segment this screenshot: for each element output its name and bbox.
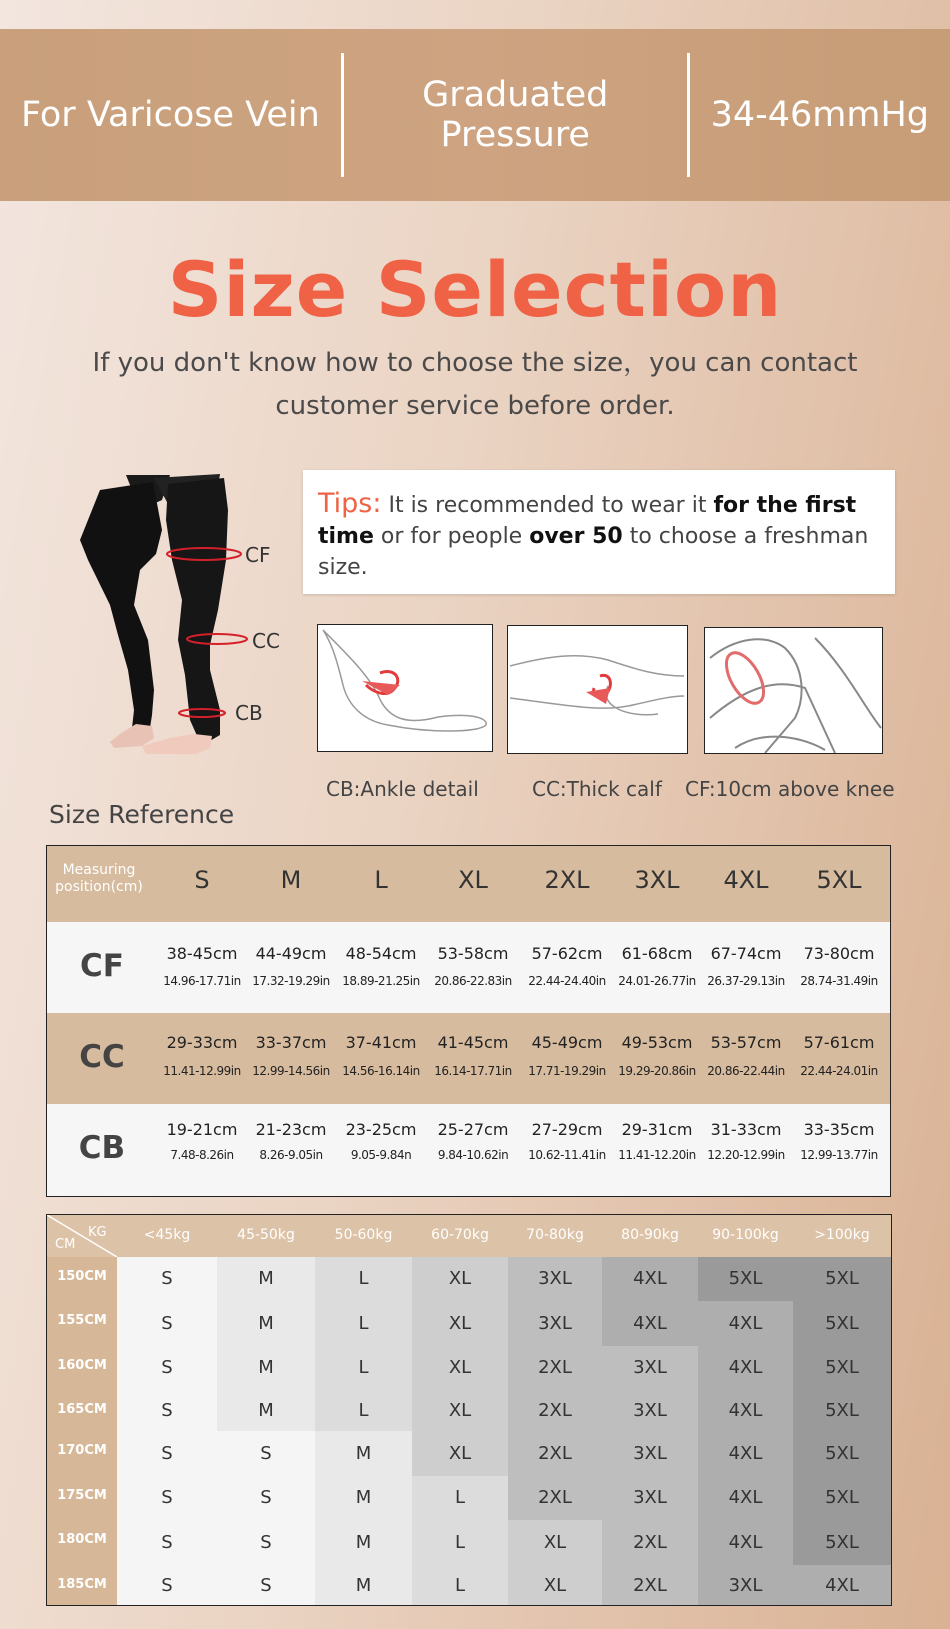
tips-text-3: to choose a freshman size. xyxy=(318,524,869,580)
in-value: 11.41-12.20in xyxy=(618,1148,696,1162)
in-value: 12.99-14.56in xyxy=(252,1064,330,1078)
cm-value: 53-57cm xyxy=(710,1033,782,1052)
size-cell: 2XL xyxy=(602,1565,698,1606)
in-value: 11.41-12.99in xyxy=(163,1064,241,1078)
row-label: CB xyxy=(78,1130,126,1166)
in-value: 26.37-29.13in xyxy=(707,974,785,988)
tips-bold-1: for the first time xyxy=(318,493,857,549)
size-cell: 5XL xyxy=(793,1390,891,1431)
size-cell: S xyxy=(217,1476,315,1520)
size-header: L xyxy=(374,866,388,894)
in-value: 24.01-26.77in xyxy=(618,974,696,988)
size-cell: 3XL xyxy=(602,1431,698,1476)
in-value: 19.29-20.86in xyxy=(618,1064,696,1078)
right-leg-stocking xyxy=(166,478,228,742)
banner-varicose: For Varicose Vein xyxy=(21,95,320,135)
cm-value: 19-21cm xyxy=(166,1120,238,1139)
cm-value: 41-45cm xyxy=(437,1033,509,1052)
size-cell: 4XL xyxy=(793,1565,891,1606)
cm-value: 38-45cm xyxy=(166,944,238,963)
size-cell: 2XL xyxy=(508,1346,602,1390)
height-label: 165CM xyxy=(57,1402,107,1417)
weight-header: >100kg xyxy=(814,1227,870,1243)
corner-kg-label: KG xyxy=(88,1225,107,1240)
size-reference-table xyxy=(46,845,891,1197)
cm-value: 23-25cm xyxy=(345,1120,417,1139)
weight-header: <45kg xyxy=(143,1227,191,1243)
in-value: 14.56-16.14in xyxy=(342,1064,420,1078)
size-cell: XL xyxy=(412,1301,508,1346)
cm-value: 27-29cm xyxy=(531,1120,603,1139)
size-cell: XL xyxy=(412,1257,508,1301)
left-toes xyxy=(110,724,154,748)
size-row-cb xyxy=(47,1104,890,1196)
cm-value: 33-37cm xyxy=(255,1033,327,1052)
weight-header: 60-70kg xyxy=(431,1227,489,1243)
size-row-cc xyxy=(47,1013,890,1104)
size-cell: S xyxy=(217,1431,315,1476)
cm-value: 44-49cm xyxy=(255,944,327,963)
height-label: 180CM xyxy=(57,1532,107,1547)
thick-calf-image xyxy=(507,625,688,754)
size-cell: M xyxy=(217,1390,315,1431)
cm-value: 48-54cm xyxy=(345,944,417,963)
size-header: 2XL xyxy=(544,866,590,894)
page-title: Size Selection xyxy=(167,245,783,334)
size-cell: 2XL xyxy=(508,1390,602,1431)
weight-header: 70-80kg xyxy=(526,1227,584,1243)
weight-header: 50-60kg xyxy=(334,1227,393,1243)
weight-header: 80-90kg xyxy=(621,1227,679,1243)
in-value: 8.26-9.05in xyxy=(259,1148,323,1162)
size-cell: 2XL xyxy=(602,1520,698,1565)
table-corner xyxy=(47,1215,117,1257)
size-cell: 3XL xyxy=(602,1390,698,1431)
size-cell: S xyxy=(117,1431,217,1476)
size-header-row xyxy=(47,846,890,922)
size-cell: L xyxy=(315,1346,412,1390)
size-header: 4XL xyxy=(723,866,769,894)
label-cb: CB xyxy=(235,701,263,725)
feature-banner xyxy=(0,29,950,201)
size-cell: 4XL xyxy=(698,1431,793,1476)
caption-ankle: CB:Ankle detail xyxy=(326,777,479,801)
label-cf: CF xyxy=(245,543,271,567)
size-header: 3XL xyxy=(634,866,680,894)
in-value: 10.62-11.41in xyxy=(528,1148,606,1162)
size-header: 5XL xyxy=(816,866,862,894)
size-cell: L xyxy=(412,1476,508,1520)
size-reference-title: Size Reference xyxy=(49,800,235,829)
size-header: S xyxy=(194,866,210,894)
in-value: 28.74-31.49in xyxy=(800,974,878,988)
measuring-label-line-2: position(cm) xyxy=(55,879,143,895)
height-label: 155CM xyxy=(57,1313,107,1328)
in-value: 9.84-10.62in xyxy=(437,1148,509,1162)
in-value: 16.14-17.71in xyxy=(434,1064,512,1078)
cm-value: 21-23cm xyxy=(255,1120,327,1139)
cm-value: 29-33cm xyxy=(166,1033,238,1052)
height-label: 160CM xyxy=(57,1358,107,1373)
size-cell: 5XL xyxy=(793,1520,891,1565)
tips-text-2: or for people xyxy=(373,524,530,549)
size-cell: L xyxy=(315,1301,412,1346)
size-cell: 4XL xyxy=(698,1390,793,1431)
size-cell: XL xyxy=(412,1346,508,1390)
size-cell: M xyxy=(217,1301,315,1346)
ankle-detail-image xyxy=(317,624,493,752)
caption-knee: CF:10cm above knee xyxy=(685,777,895,801)
size-cell: S xyxy=(117,1301,217,1346)
cm-value: 67-74cm xyxy=(710,944,782,963)
size-cell: L xyxy=(315,1257,412,1301)
in-value: 14.96-17.71in xyxy=(163,974,241,988)
size-cell: 3XL xyxy=(698,1565,793,1606)
in-value: 18.89-21.25in xyxy=(342,974,420,988)
size-cell: L xyxy=(412,1520,508,1565)
size-cell: 2XL xyxy=(508,1431,602,1476)
tips-box xyxy=(303,470,895,594)
size-cell: L xyxy=(315,1390,412,1431)
size-cell: XL xyxy=(508,1565,602,1606)
subtitle-line-2: customer service before order. xyxy=(275,391,675,421)
size-cell: 4XL xyxy=(602,1301,698,1346)
size-cell: 3XL xyxy=(508,1257,602,1301)
cm-value: 73-80cm xyxy=(803,944,875,963)
weight-header: 45-50kg xyxy=(237,1227,295,1243)
size-row-cf xyxy=(47,922,890,1013)
height-weight-table xyxy=(46,1214,892,1606)
size-cell: 2XL xyxy=(508,1476,602,1520)
cm-value: 57-62cm xyxy=(531,944,603,963)
size-cell: XL xyxy=(412,1431,508,1476)
measuring-label-line-1: Measuring xyxy=(62,862,136,878)
size-cell: XL xyxy=(412,1390,508,1431)
size-cell: 4XL xyxy=(698,1346,793,1390)
size-cell: S xyxy=(117,1346,217,1390)
in-value: 20.86-22.44in xyxy=(707,1064,785,1078)
cm-value: 33-35cm xyxy=(803,1120,875,1139)
size-cell: L xyxy=(412,1565,508,1606)
size-cell: 4XL xyxy=(698,1476,793,1520)
size-cell: 5XL xyxy=(793,1301,891,1346)
cm-value: 53-58cm xyxy=(437,944,509,963)
height-label: 175CM xyxy=(57,1488,107,1503)
cm-value: 61-68cm xyxy=(621,944,693,963)
cm-value: 31-33cm xyxy=(710,1120,782,1139)
size-cell: M xyxy=(315,1520,412,1565)
corner-cm-label: CM xyxy=(55,1237,76,1252)
size-cell: XL xyxy=(508,1520,602,1565)
row-label: CC xyxy=(79,1039,125,1075)
in-value: 17.71-19.29in xyxy=(528,1064,606,1078)
size-cell: M xyxy=(315,1565,412,1606)
measuring-position-label xyxy=(49,862,149,896)
size-cell: 3XL xyxy=(602,1476,698,1520)
in-value: 9.05-9.84n xyxy=(350,1148,412,1162)
size-cell: S xyxy=(217,1520,315,1565)
size-cell: M xyxy=(315,1476,412,1520)
weight-header: 90-100kg xyxy=(712,1227,779,1243)
cm-value: 29-31cm xyxy=(621,1120,693,1139)
cm-value: 57-61cm xyxy=(803,1033,875,1052)
banner-mmhg: 34-46mmHg xyxy=(710,95,930,135)
caption-calf: CC:Thick calf xyxy=(532,777,662,801)
label-cc: CC xyxy=(252,629,280,653)
size-cell: S xyxy=(117,1476,217,1520)
height-column xyxy=(47,1257,117,1606)
size-cell: M xyxy=(217,1257,315,1301)
above-knee-image xyxy=(704,627,883,754)
size-cell: S xyxy=(117,1390,217,1431)
in-value: 20.86-22.83in xyxy=(434,974,512,988)
size-cell: 5XL xyxy=(793,1476,891,1520)
in-value: 22.44-24.01in xyxy=(800,1064,878,1078)
cm-value: 25-27cm xyxy=(437,1120,509,1139)
height-label: 170CM xyxy=(57,1443,107,1458)
cm-value: 45-49cm xyxy=(531,1033,603,1052)
subtitle-line-1: If you don't know how to choose the size，you can contact xyxy=(92,348,858,378)
size-cell: S xyxy=(117,1257,217,1301)
size-cell: S xyxy=(117,1520,217,1565)
height-label: 150CM xyxy=(57,1269,107,1284)
size-cell: 4XL xyxy=(698,1301,793,1346)
size-cell: 5XL xyxy=(698,1257,793,1301)
size-header: XL xyxy=(458,866,488,894)
in-value: 12.99-13.77in xyxy=(800,1148,878,1162)
size-cell: 5XL xyxy=(793,1431,891,1476)
size-cell: M xyxy=(217,1346,315,1390)
page-subtitle xyxy=(60,342,890,428)
tips-bold-2: over 50 xyxy=(529,524,623,549)
row-label: CF xyxy=(80,948,124,984)
stocking-legs-illustration xyxy=(70,470,300,760)
tips-label: Tips: xyxy=(318,488,382,519)
size-cell: S xyxy=(217,1565,315,1606)
size-cell: S xyxy=(117,1565,217,1606)
size-cell: 3XL xyxy=(602,1346,698,1390)
tips-text-1: It is recommended to wear it xyxy=(381,493,714,518)
cm-value: 37-41cm xyxy=(345,1033,417,1052)
in-value: 22.44-24.40in xyxy=(528,974,606,988)
size-cell: 5XL xyxy=(793,1257,891,1301)
in-value: 17.32-19.29in xyxy=(252,974,330,988)
size-cell: 5XL xyxy=(793,1346,891,1390)
in-value: 12.20-12.99in xyxy=(707,1148,785,1162)
size-cell: 4XL xyxy=(698,1520,793,1565)
size-header: M xyxy=(280,866,302,894)
left-leg-stocking xyxy=(80,482,162,732)
banner-pressure: Graduated Pressure xyxy=(422,75,609,155)
height-label: 185CM xyxy=(57,1577,107,1592)
size-cell: M xyxy=(315,1431,412,1476)
size-cell: 4XL xyxy=(602,1257,698,1301)
cm-value: 49-53cm xyxy=(621,1033,693,1052)
in-value: 7.48-8.26in xyxy=(170,1148,234,1162)
size-cell: 3XL xyxy=(508,1301,602,1346)
